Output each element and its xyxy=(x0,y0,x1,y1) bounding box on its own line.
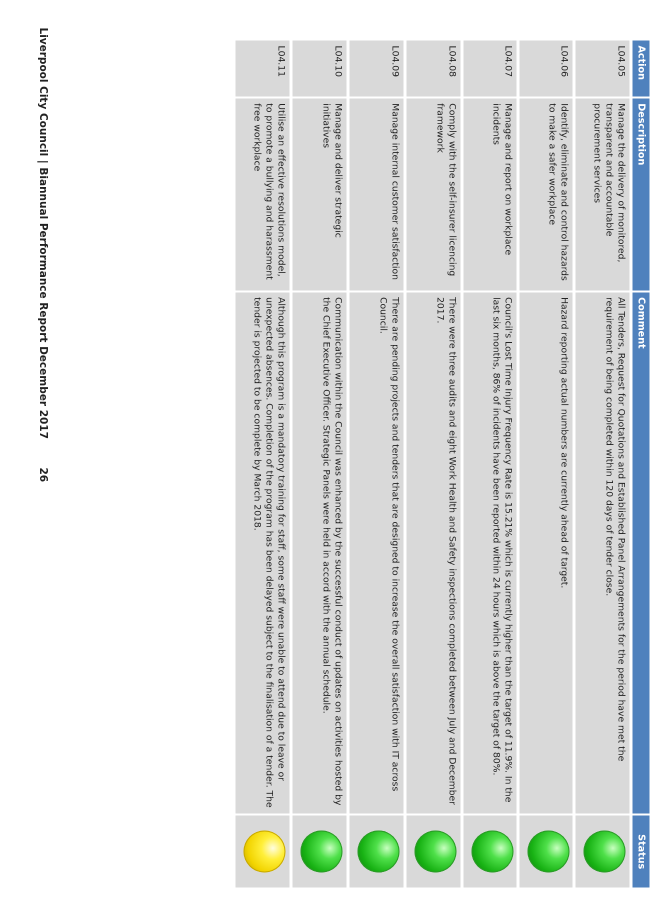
action-code: L04.07 xyxy=(463,40,519,98)
action-description: Manage the delivery of monitored, transparent and accountable procurement services xyxy=(575,98,632,292)
action-description: Identify, eliminate and control hazards to make a safer workplace xyxy=(519,98,575,292)
action-description: Manage and report on workplace incidents xyxy=(463,98,519,292)
status-indicator-icon xyxy=(414,830,456,872)
action-code: L04.05 xyxy=(575,40,632,98)
action-comment: Council's Lost Time Injury Frequency Rate is 15.21% which is currently higher than the target of 11.9%. In the last six months, 86% of incidents have been reported within 24 hours which is above the target of 80%. xyxy=(463,292,519,816)
action-comment: Communication within the Council was enhanced by the successful conduct of updates on activities hosted by the Chief Executive Officer. Strategic Panels were held in accord with the annual schedule. xyxy=(292,292,349,816)
action-code: L04.11 xyxy=(235,40,292,98)
status-indicator-icon xyxy=(471,830,513,872)
table-row xyxy=(235,40,292,887)
table-row xyxy=(519,40,575,887)
table-row xyxy=(349,40,406,887)
status-cell xyxy=(519,815,575,887)
action-code: L04.08 xyxy=(406,40,463,98)
action-code: L04.10 xyxy=(292,40,349,98)
action-description: Comply with the self-insurer licencing framework xyxy=(406,98,463,292)
page-number: 26 xyxy=(37,467,49,483)
status-cell xyxy=(235,815,292,887)
action-description: Utilise an effective resolutions model, to promote a bullying and harassment free workplace xyxy=(235,98,292,292)
action-description: Manage internal customer satisfaction xyxy=(349,98,406,292)
table-row xyxy=(463,40,519,887)
action-description: Manage and deliver strategic initiatives xyxy=(292,98,349,292)
footer-title: Liverpool City Council | Biannual Performance Report December 2017 xyxy=(37,27,49,439)
status-indicator-icon xyxy=(300,830,342,872)
action-comment: Hazard reporting actual numbers are currently ahead of target. xyxy=(519,292,575,816)
performance-table xyxy=(235,40,649,887)
status-indicator-icon xyxy=(243,830,285,872)
table-row xyxy=(406,40,463,887)
status-indicator-icon xyxy=(527,830,569,872)
header-status: Status xyxy=(632,815,649,887)
header-comment: Comment xyxy=(632,292,649,816)
header-description: Description xyxy=(632,98,649,292)
action-code: L04.06 xyxy=(519,40,575,98)
status-cell xyxy=(463,815,519,887)
action-comment: Although this program is a mandatory training for staff, some staff were unable to attend due to leave or unexpected absences. Completion of the program has been delayed subject to the finalisation of a tender. The tender is projected to be complete by March 2018. xyxy=(235,292,292,816)
status-indicator-icon xyxy=(357,830,399,872)
action-code: L04.09 xyxy=(349,40,406,98)
table-header-row xyxy=(632,40,649,887)
action-comment: All Tenders, Request for Quotations and Established Panel Arrangements for the period have met the requirement of being completed within 120 days of tender close. xyxy=(575,292,632,816)
status-cell xyxy=(575,815,632,887)
status-cell xyxy=(406,815,463,887)
action-comment: There were three audits and eight Work Health and Safety inspections completed between July and December 2017. xyxy=(406,292,463,816)
status-cell xyxy=(292,815,349,887)
table-row xyxy=(292,40,349,887)
action-comment: There are pending projects and tenders that are designed to increase the overall satisfaction with IT across Council. xyxy=(349,292,406,816)
header-action: Action xyxy=(632,40,649,98)
table-row xyxy=(575,40,632,887)
status-cell xyxy=(349,815,406,887)
status-indicator-icon xyxy=(583,830,625,872)
